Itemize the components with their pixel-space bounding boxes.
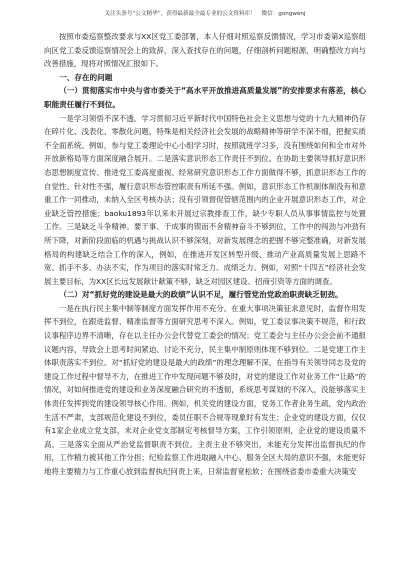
subsection-heading-2: （二）对“抓好党的建设是最大的政绩”认识不足，履行管党治党政治职责缺乏韧劲。 [59,290,343,300]
banner-promo-text: 关注头条号“公文精华”，获得最新最全最专业的公文资料库！ [104,11,256,17]
paragraph-subsection-2: 一是在执行民主集中制等制度方面发挥作用不充分。在重大事项决策征求意见时，监督作用发挥不到位，在跟进监督、精准监督等方面研究思考不深入。例如，党工委议事决策不规范，和行政议事程序边界不清晰，存在以主任办公会代替党工委会的情况；党工委会与主任办公会会前不通报议题内容，导致会上思考时间紧迫、讨论不充分，民主集中制原则体现不够到位。二是党建工作主体职责落实不到位。对“抓好党的建设是最大的政绩”的理念理解不深，在指导有关领导同志及党的建设工作过程中督导不力，在推进工作中发现问题不够及时，对党的建设工作对业务工作“让路”的情况，对如何推进党的建设和业务深度融合研究的不透彻，系统思考谋划的不深入，没能够落实主体责任发挥到党的建设领导核心作用。例如，机关党的建设方面，党务工作者业务生疏，党内政治生活不严肃，支部规范化建设不到位，委员任职不合规等现象时有发生；企业党的建设方面，仅仅有1家企业成立党支部，未对企业党支部制定考核督导方案，工作引领原则，企业党的建设质量不高。三是落实全面从严治党监督职责不到位。主责主业不够突出，未能充分发挥出监督执纪的作用，工作精力被其他工作分担；纪检监察工作进取融入中心、服务全区大局的意识不强，未能更好地将主要精力与工作重心放到监督执纪问责上来，日常监督宽松软；在围绕省委市委重大决策安 [44,303,366,476]
paragraph-subsection-1: 一是学习领悟不深不透。学习贯彻习近平新时代中国特色社会主义思想与党的十九大精神仍存在碎片化、浅表化、零散化问题，特殊是相关经济社会发展的战略精神等研学不深不细，把握实质不全面系统。例如，参与党工委理论中心小组学习时，按照就班学习多，没有围绕如何和全市对外开放新格局等方面深度融合展开。二是落实意识形态工作责任不到位。在协助主要领导抓好意识形态思想制度宣传、推进党工委高度重视、经常研究意识形态工作方面做得不够，抓意识形态工作的自觉性、针对性不强，履行意识形态管控职责有所延不强。例如，意识形态工作机制体制没有和意重工作一同推动，未纳入全区考核办法；没有引领督促管辖范围内的企业开展意识形态工作，对企业缺乏管控措施；baoku1893年以来未开展过宗教排查工作，缺少专职人员从事事情监控与处置工作。三是缺乏斗争精神。要干事、干成事的锲而不舍精神奋斗不够到位，工作中的闯劲与冲劲有所下降，对新阶段面临的机遇与挑战认识不够深刻，对新发展理念的把握不够完整准确，对新发展格局的构建缺乏结合工作的深入，例如，在推进开发区转型升级、推动产业高质量发展上思路不宽、抓手不多、办法不实，作为项目的落实时常乏力。成绩乏力。例如，对照“十四五”经济社会发展主要目标，为XX区长远发展献计献策不够，缺乏对园区建设、招商引资等方面的调查。 [44,113,366,286]
header-banner [0,9,410,17]
section-heading-problems: 一、存在的问题 [59,72,113,82]
document-body [44,30,366,479]
banner-wechat-text: 微信：gongwenj [261,11,306,17]
intro-paragraph: 按照市委巡察整改要求与XX区党工委部署，本人仔细对照巡察反馈情况，学习市委第X巡察组向区党工委反馈巡察情况会上的致辞，深入查找存在的问题，仔细剖析问题根源，明确整改方向与改善措施，现将对照情况汇报如下。 [44,32,366,69]
subsection-heading-1: （一）贯彻落实市中央与省市委关于“高水平开放推进高质量发展”的安排要求有落差，核心职能责任履行不到位。 [44,86,366,109]
